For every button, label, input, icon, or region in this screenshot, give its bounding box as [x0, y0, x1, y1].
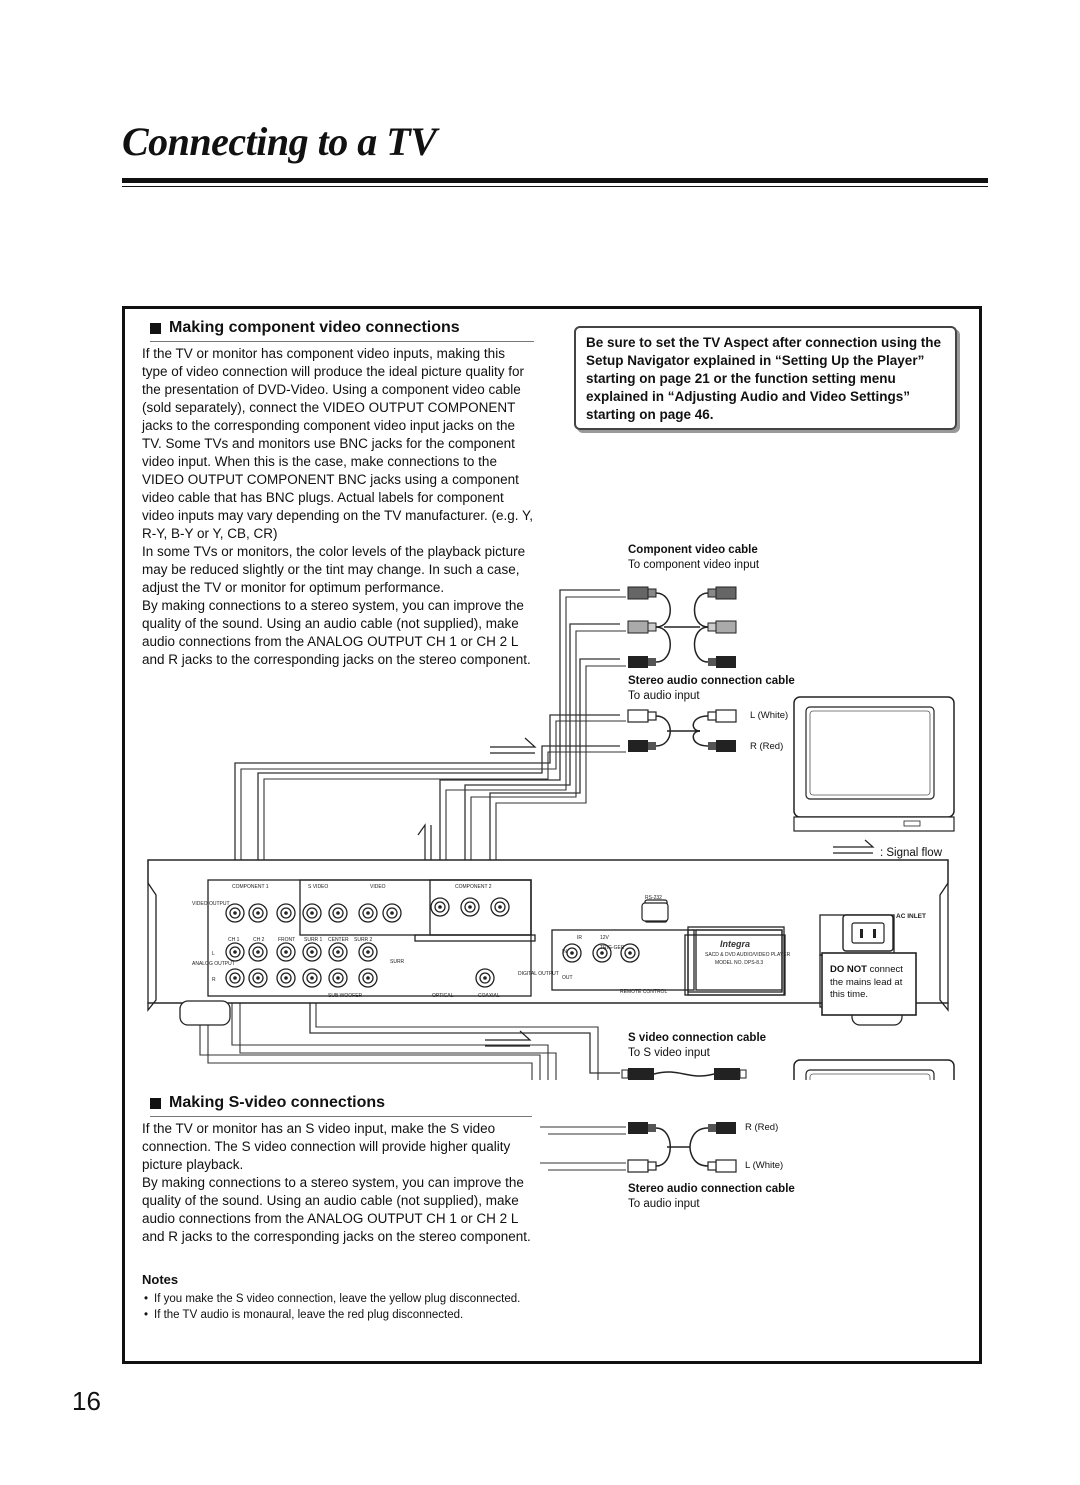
- s-video-cable-title: S video connection cable: [628, 1032, 767, 1044]
- signal-flow-legend: : Signal flow: [880, 847, 943, 859]
- do-not-connect-text: the mains lead at: [830, 976, 903, 988]
- paragraph: By making connections to a stereo system, you can improve the quality of the sound. Using an audio cable (not supplied), make audio connections from the ANALOG OUTPUT CH 1 or CH 2 L and R jacks to the corresponding jacks on the stereo component.: [142, 1175, 531, 1244]
- title-rule: [122, 178, 988, 183]
- notes-block: [142, 1272, 522, 1323]
- stereo-cable-sub-1: To audio input: [628, 690, 700, 702]
- svideo-section-heading: [150, 1094, 385, 1112]
- panel-label-12v: 12V: [600, 935, 609, 941]
- panel-label-coaxial: COAXIAL: [478, 993, 500, 999]
- panel-label-optical: OPTICAL: [432, 993, 454, 999]
- paragraph: In some TVs or monitors, the color levels of the playback picture may be reduced slightly or the tint may change. In such a case, adjust the TV or monitor for optimum performance.: [142, 544, 526, 595]
- panel-label-trigger: TRIG-GER: [600, 945, 625, 951]
- panel-label-video: VIDEO: [370, 884, 386, 890]
- panel-label-analog-output: ANALOG OUTPUT: [192, 961, 235, 967]
- component-cable-sub: To component video input: [628, 559, 760, 571]
- s-video-cable-caption: [628, 1031, 766, 1061]
- r-red-label-1: R (Red): [750, 741, 784, 752]
- stereo-cable-caption-2: [628, 1182, 795, 1212]
- panel-label-remote-control: REMOTE CONTROL: [620, 989, 668, 995]
- ac-inlet-label: AC INLET: [896, 913, 926, 920]
- panel-label-center: CENTER: [328, 937, 349, 943]
- panel-label-in: IN: [562, 949, 567, 955]
- paragraph: By making connections to a stereo system, you can improve the quality of the sound. Using an audio cable (not supplied), make audio connections from the ANALOG OUTPUT CH 1 or CH 2 L and R jacks to the corresponding jacks on the stereo component.: [142, 598, 531, 667]
- note-item: • If you make the S video connection, leave the yellow plug disconnected.: [142, 1291, 522, 1307]
- panel-label-surr2: SURR 2: [354, 937, 373, 943]
- panel-label-ch2: CH 2: [253, 937, 265, 943]
- panel-label-component2: COMPONENT 2: [455, 884, 492, 890]
- page-number: 16: [72, 1386, 101, 1416]
- do-not-connect-warning: [830, 964, 920, 1002]
- panel-label-rs232: RS-232: [645, 895, 662, 901]
- panel-label-digital-output: DIGITAL OUTPUT: [518, 971, 559, 977]
- panel-label-s-video: S VIDEO: [308, 884, 329, 890]
- panel-label-video-output: VIDEO OUTPUT: [192, 901, 230, 907]
- svideo-heading-text: Making S-video connections: [169, 1094, 386, 1111]
- notes-title: Notes: [142, 1272, 179, 1287]
- panel-label-surr1: SURR 1: [304, 937, 323, 943]
- panel-label-brand-sub: SACD & DVD AUDIO/VIDEO PLAYER: [705, 952, 791, 958]
- note-item: • If the TV audio is monaural, leave the red plug disconnected.: [142, 1307, 522, 1323]
- panel-label-front: FRONT: [278, 937, 296, 943]
- integra-logo: Integra: [720, 939, 751, 949]
- page-title: Connecting to a TV: [122, 119, 437, 164]
- panel-label-surr: SURR: [390, 959, 405, 965]
- do-not-bold: DO NOT: [830, 964, 867, 975]
- section-rule: [150, 341, 534, 342]
- title-rule-thin: [122, 186, 988, 187]
- panel-label-out: OUT: [562, 975, 573, 981]
- panel-label-component1: COMPONENT 1: [232, 884, 269, 890]
- tv-aspect-notice: Be sure to set the TV Aspect after connection using the Setup Navigator explained in “Setting Up the Player” starting on page 21 or the function setting menu explained in “Adjusting Audio and Video Settings” starting on page 46.: [574, 326, 957, 430]
- component-cable-caption: [628, 543, 759, 573]
- stereo-cable-sub-2: To audio input: [628, 1198, 700, 1210]
- svideo-body: [142, 1120, 532, 1246]
- section-rule: [150, 1116, 532, 1117]
- stereo-cable-title-1: Stereo audio connection cable: [628, 675, 795, 687]
- component-heading-text: Making component video connections: [169, 319, 460, 336]
- panel-label-ch1: CH 1: [228, 937, 240, 943]
- square-bullet-icon: [150, 323, 161, 334]
- square-bullet-icon: [150, 1098, 161, 1109]
- s-video-cable-sub: To S video input: [628, 1047, 710, 1059]
- do-not-connect-text: connect: [869, 964, 903, 975]
- paragraph: If the TV or monitor has an S video input, make the S video connection. The S video connection will provide higher quality picture playback.: [142, 1121, 511, 1172]
- stereo-cable-caption-1: [628, 674, 795, 704]
- r-red-label-2: R (Red): [745, 1122, 779, 1133]
- panel-label-model: MODEL NO. DPS-8.3: [715, 960, 764, 966]
- do-not-connect-text: this time.: [830, 989, 869, 1000]
- panel-label-r: R: [212, 977, 216, 983]
- panel-label-ir: IR: [577, 935, 582, 941]
- panel-label-l: L: [212, 951, 215, 957]
- l-white-label-2: L (White): [745, 1160, 784, 1171]
- component-cable-title: Component video cable: [628, 544, 758, 556]
- l-white-label-1: L (White): [750, 710, 789, 721]
- paragraph: If the TV or monitor has component video inputs, making this type of video connection will produce the ideal picture quality for the presentation of DVD-Video. Using a component video cable (sold separately), connect the VIDEO OUTPUT COMPONENT jacks to the corresponding component video input jacks on the TV. Some TVs and monitors use BNC jacks for the component video input. When this is the case, make connections to the VIDEO OUTPUT COMPONENT BNC jacks using a component video cable that has BNC plugs. Actual labels for component video inputs may vary depending on the TV manufacturer. (e.g. Y, R-Y, B-Y or Y, CB, CR): [142, 346, 533, 541]
- panel-label-sub-woofer: SUB WOOFER: [328, 993, 363, 999]
- stereo-cable-title-2: Stereo audio connection cable: [628, 1183, 795, 1195]
- component-section-heading: [150, 319, 460, 337]
